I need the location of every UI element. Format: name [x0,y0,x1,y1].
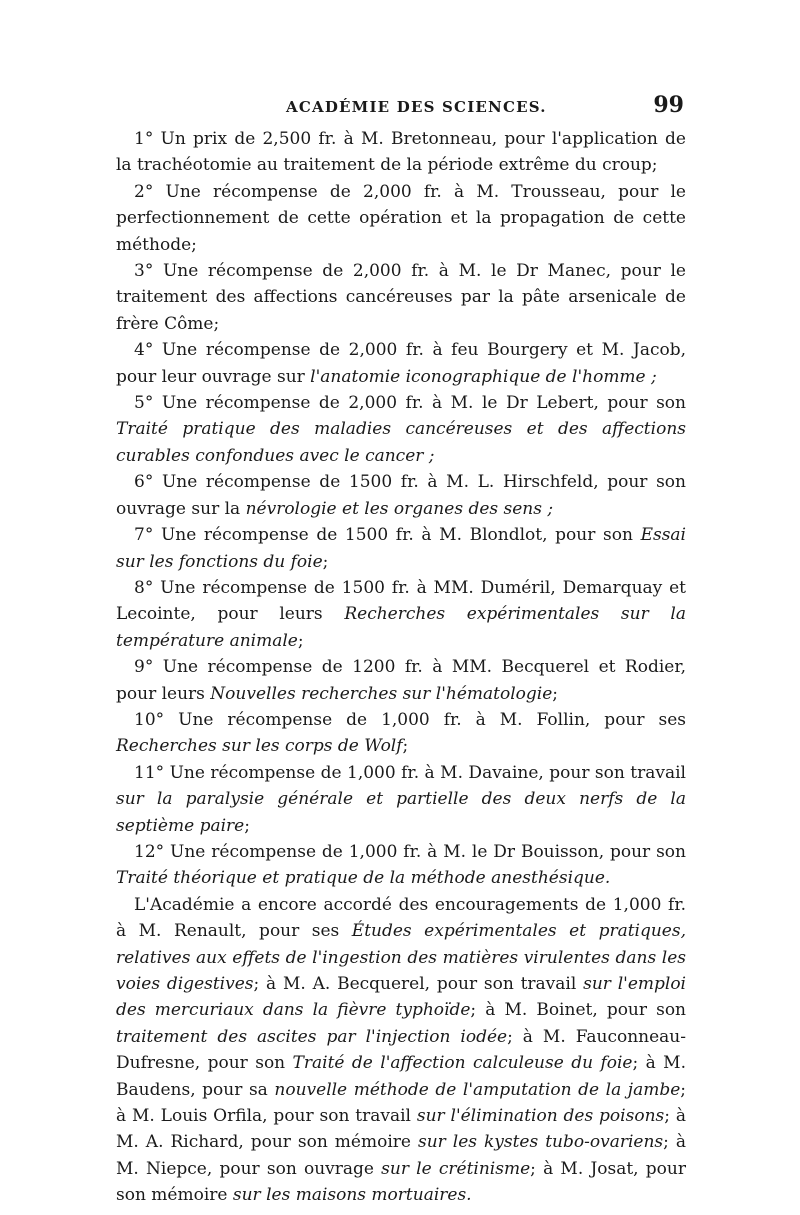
text-segment: 11° Une récompense de 1,000 fr. à M. Davaine, pour son travail [134,762,686,783]
text-segment: ; [322,551,329,572]
text-segment: ; [552,683,559,704]
text-segment: ; à M. Baudens, pour sa [116,1053,686,1100]
text-segment: 12° Une récompense de 1,000 fr. à M. le Dr Bouisson, pour son [134,841,686,862]
italic-title: Nouvelles recherches sur l'hématologie [210,683,553,704]
text-segment: ; à M. Fauconneau-Dufresne, pour son [116,1026,686,1074]
italic-title: Recherches sur les corps de Wolf [116,736,403,757]
text-segment: 6° Une récompense de 1500 fr. à M. L. Hirschfeld, pour son ouvrage sur la [116,472,686,519]
award-item [116,522,686,575]
text-segment: ; à M. Boinet, pour son [470,1000,686,1021]
italic-title: sur le crétinisme [381,1158,531,1179]
award-item [116,575,686,654]
italic-title: sur les kystes tubo-ovariens [417,1132,664,1153]
text-segment: ; [297,630,304,651]
italic-title: Traité de l'affection calculeuse du foie [292,1053,633,1074]
italic-title: sur la paralysie générale et partielle des deux nerfs de la septième paire [116,789,686,836]
text-segment: 9° Une récompense de 1200 fr. à MM. Becquerel et Rodier, pour leurs [116,657,686,704]
award-item [116,337,686,390]
italic-title: traitement des ascites par l'injection iodée [116,1026,508,1047]
text-segment: ; [402,736,409,757]
italic-title: sur l'élimination des poisons [416,1106,665,1127]
award-item [116,707,686,760]
award-item [116,839,686,892]
italic-title: Traité pratique des maladies cancéreuses et des affections curables confondues avec le cancer ; [116,419,686,466]
italic-title: Traité théorique et pratique de la méthode anesthésique. [116,868,611,889]
text-segment: 1° Un prix de 2,500 fr. à M. Bretonneau, pour l'application de la trachéotomie au traitement de la période extrême du croup; [116,129,686,176]
italic-title: Recherches expérimentales sur la température animale [116,604,686,651]
text-segment: ; à M. Josat, pour son mémoire [116,1158,686,1206]
text-segment: 3° Une récompense de 2,000 fr. à M. le Dr Manec, pour le traitement des affections cancéreuses par la pâte arsenicale de frère Côme; [116,261,686,334]
text-segment: ; à M. Niepce, pour son ouvrage [116,1132,686,1179]
text-segment: ; [244,815,250,836]
text-segment: ; à M. A. Richard, pour son mémoire [116,1106,686,1153]
italic-title: l'anatomie iconographique de l'homme ; [310,366,657,387]
italic-title: Essai sur les fonctions du foie [116,525,686,572]
encouragements-paragraph [116,892,686,1209]
award-item [116,179,686,258]
italic-title: névrologie et les organes des sens ; [245,498,554,519]
text-segment: ; à M. Louis Orfila, pour son travail [116,1079,687,1127]
page-header [116,92,686,124]
award-item [116,760,686,839]
text-segment: 2° Une récompense de 2,000 fr. à M. Trousseau, pour le perfectionnement de cette opération et la propagation de cette méthode; [116,181,686,255]
italic-title: sur l'emploi des mercuriaux dans la fièvre typhoïde [116,974,686,1021]
text-segment: ; à M. A. Becquerel, pour son travail [253,974,584,994]
text-segment: 7° Une récompense de 1500 fr. à M. Blondlot, pour son [134,525,641,546]
text-segment: 4° Une récompense de 2,000 fr. à feu Bourgery et M. Jacob, pour leur ouvrage sur [116,340,686,387]
running-title: ACADÉMIE DES SCIENCES. [286,98,547,116]
award-item [116,654,686,707]
text-segment: 8° Une récompense de 1500 fr. à MM. Duméril, Demarquay et Lecointe, pour leurs [116,577,686,625]
award-item [116,126,686,179]
text-segment: L'Académie a encore accordé des encouragements de 1,000 fr. à M. Renault, pour ses [116,894,686,942]
italic-title: sur les maisons mortuaires. [232,1185,472,1206]
award-item [116,469,686,522]
italic-title: Études expérimentales et pratiques, relatives aux effets de l'ingestion des matières virulentes dans les voies digestives [116,921,686,994]
italic-title: nouvelle méthode de l'amputation de la jambe [274,1079,681,1100]
text-segment: 10° Une récompense de 1,000 fr. à M. Follin, pour ses [134,709,686,730]
award-item [116,390,686,469]
award-item [116,258,686,337]
body-text [116,126,686,1209]
text-segment: 5° Une récompense de 2,000 fr. à M. le Dr Lebert, pour son [134,393,686,414]
page-number: 99 [653,92,684,118]
